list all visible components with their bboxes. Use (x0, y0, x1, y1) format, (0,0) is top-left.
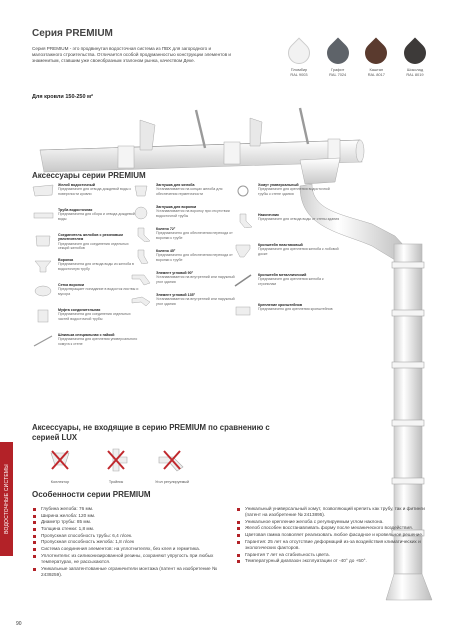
accessory-name: Элемент угловой 135° (156, 293, 196, 297)
accessory-desc: Устанавливается на внутренний или наружный угол здания (156, 297, 235, 306)
feature-item: Толщина стенки: 1,8 мм. (32, 526, 222, 532)
accessory-desc: Устанавливается на воронку при отсутствии водосточной трубы (156, 209, 230, 218)
accessory-desc: Предназначен для крепления водосточной трубы к стене здания (258, 187, 330, 196)
accessory-desc: Устанавливается на внутренний или наружный угол здания (156, 275, 235, 284)
accessory-item (232, 243, 340, 269)
features-list-right (236, 506, 430, 565)
accessory-item (130, 249, 238, 267)
accessory-name: Шпилька специальная с гайкой (58, 333, 115, 337)
gutter-icon (32, 183, 54, 198)
color-code: RAL 8019 (406, 71, 424, 77)
color-swatch-graphite (321, 42, 355, 77)
accessory-name: Воронка (58, 258, 74, 262)
feature-item: Желоб способен восстанавливать форму после механического воздействия. (236, 525, 430, 531)
accessory-desc: Предназначен для отвода воды от стены здания (258, 217, 340, 222)
color-name: Шоколад (406, 67, 424, 72)
feature-item: Система соединения элементов: на уплотнителях, без клея и герметика. (32, 546, 222, 552)
accessory-name: Соединитель желобов с резиновым уплотнителем (58, 233, 123, 242)
accessory-item (32, 283, 140, 304)
accessory-desc: Предназначено для обеспечения перехода от воронки к трубе (156, 231, 233, 240)
accessory-name: Наконечник (258, 213, 279, 217)
color-swatch-plombir (282, 42, 316, 77)
not-included-label: Коллектор (50, 480, 70, 484)
accessory-item (130, 293, 238, 311)
accessory-name: Сетка воронки (58, 283, 85, 287)
accessory-name: Муфта соединительная (58, 308, 101, 312)
accessory-item (32, 208, 140, 229)
accessory-name: Заглушка для воронки (156, 205, 197, 209)
accessory-name: Колено 72° (156, 227, 176, 231)
elbow-72-icon (130, 227, 152, 242)
feature-item: Гарантия: 25 лет на отсутствие деформаций из-за воздействия климатических и экологических факторов. (236, 539, 430, 551)
feature-item: Температурный диапазон эксплуатации от -40° до +50°. (236, 558, 430, 564)
not-included-label: Тройник (108, 480, 124, 484)
bracket-metal-icon (232, 273, 254, 288)
pin-icon (32, 333, 54, 348)
accessory-desc: Предотвращает попадание в водосток листвы и мусора (58, 287, 139, 296)
bracket-plastic-icon (232, 243, 254, 258)
accessory-item (232, 213, 340, 239)
accessory-name: Элемент угловой 90° (156, 271, 194, 275)
accessory-name: Кронштейн металлический (258, 273, 307, 277)
accessory-desc: Предназначена для крепления универсального хомута к стене (58, 337, 138, 346)
accessory-item (32, 308, 140, 329)
feature-item: Пропускная способность трубы: 6,4 л/сек. (32, 533, 222, 539)
feature-item: Уникальный универсальный хомут, позволяющий крепить как трубу, так и фитинги (патент на изобретение № 2413895). (236, 506, 430, 518)
color-swatches (282, 42, 432, 77)
color-name: Пломбир (290, 67, 308, 72)
tee-icon (101, 447, 131, 473)
accessory-name: Желоб водосточный (58, 183, 95, 187)
intro-paragraph: Серия PREMIUM - это продвинутая водосточная система из ПВХ для загородного и малоэтажного строительства. Отличается особой продуманностью конструкции элементов и знаменитым, ставшим уже своеобразным эталоном рынка, качеством Деке. (32, 46, 231, 64)
collector-icon (45, 447, 75, 473)
accessory-desc: Предназначен для отвода дождевой воды с поверхности кровли (58, 187, 132, 196)
accessory-item (32, 258, 140, 279)
accessory-item (130, 183, 238, 201)
accessory-item (232, 273, 340, 299)
roof-area: Для кровли 150-250 м² (32, 94, 93, 100)
accessory-desc: Предназначено для обеспечения перехода от воронки к трубе (156, 253, 233, 262)
accessory-item (232, 183, 340, 209)
feature-item: Уникальное крепление желоба с регулируемым углом наклона. (236, 519, 430, 525)
features-title: Особенности серии PREMIUM (32, 490, 151, 499)
accessory-desc: Предназначено для крепления кронштейнов (258, 307, 333, 312)
not-included-title: Аксессуары, не входящие в серию PREMIUM по сравнению с серией LUX (32, 423, 270, 442)
feature-item: Уплотнители: из силиконизированной резины, сохраняют упругость при любых температурах, не рассыхаются. (32, 553, 222, 565)
accessory-item (130, 271, 238, 289)
accessory-item (32, 333, 140, 354)
accessory-desc: Предназначена для соединения отдельных частей водосточной трубы (58, 312, 131, 321)
color-code: RAL 7024 (329, 71, 347, 77)
not-included-label: Угол регулируемый (154, 480, 190, 484)
accessory-desc: Предназначена для отвода воды из желоба в водосточную трубу (58, 262, 134, 271)
accessories-column-1 (32, 183, 140, 358)
coupling-icon (32, 308, 54, 323)
section-sidebar (0, 442, 13, 556)
series-title: Серия PREMIUM (32, 28, 113, 39)
accessory-name: Крепление кронштейнов (258, 303, 303, 307)
pipe-icon (32, 208, 54, 223)
accessory-name: Колено 45° (156, 249, 176, 253)
feature-item: Ширина желоба: 120 мм. (32, 513, 222, 519)
clamp-icon (232, 183, 254, 198)
feature-item: Диаметр трубы: 85 мм. (32, 519, 222, 525)
adjustable-corner-icon (157, 447, 187, 473)
color-swatch-chestnut (359, 42, 393, 77)
color-code: RAL 8017 (367, 71, 385, 77)
accessory-desc: Устанавливается на концах желоба для обеспечения герметичности (156, 187, 223, 196)
not-included-item (32, 447, 88, 484)
page-number: 90 (16, 621, 22, 627)
color-drop-icon (361, 37, 392, 68)
feature-item: Глубина желоба: 76 мм. (32, 506, 222, 512)
gutter-cap-icon (130, 183, 152, 198)
accessory-desc: Предназначен для соединения отдельных секций желобов (58, 241, 129, 250)
accessory-desc: Предназначена для сбора и отвода дождевой воды (58, 212, 135, 221)
accessory-desc: Предназначен для крепления желоба к лобовой доске (258, 247, 339, 256)
color-drop-icon (283, 37, 314, 68)
feature-item: Цветовая гамма позволяет реализовать любое фасадное и кровельное решение. (236, 532, 430, 538)
feature-item: Уникальные запатентованные ограничители монтажа (патент на изобретение № 2439259). (32, 566, 222, 578)
color-code: RAL 9003 (290, 71, 308, 77)
mount-icon (232, 303, 254, 318)
connector-icon (32, 233, 54, 248)
accessory-name: Труба водосточная (58, 208, 93, 212)
accessory-item (32, 183, 140, 204)
not-included-item (144, 447, 200, 484)
color-swatch-chocolate (398, 42, 432, 77)
corner-90-icon (130, 271, 152, 286)
accessory-item (232, 303, 340, 329)
accessory-item (32, 233, 140, 254)
accessories-column-3 (232, 183, 340, 333)
accessory-item (130, 227, 238, 245)
feature-item: Гарантия 7 лет на стабильность цвета. (236, 552, 430, 558)
corner-135-icon (130, 293, 152, 308)
accessory-item (130, 205, 238, 223)
features-list-left (32, 506, 222, 578)
accessories-title: Аксессуары серии PREMIUM (32, 171, 146, 180)
elbow-45-icon (130, 249, 152, 264)
sidebar-label: ВОДОСТОЧНЫЕ СИСТЕМЫ (3, 464, 10, 534)
mesh-icon (32, 283, 54, 298)
not-included-items (32, 447, 200, 484)
color-name: Каштан (369, 67, 384, 72)
accessory-name: Хомут универсальный (258, 183, 299, 187)
color-name: Графит (330, 67, 345, 72)
color-drop-icon (399, 37, 430, 68)
outlet-icon (232, 213, 254, 228)
feature-item: Пропускная способность желоба: 1,8 л/сек (32, 539, 222, 545)
not-included-item (88, 447, 144, 484)
accessory-desc: Предназначен для крепления желоба к стропилам (258, 277, 324, 286)
accessory-name: Заглушка для желоба (156, 183, 195, 187)
accessory-name: Кронштейн пластиковый (258, 243, 303, 247)
funnel-icon (32, 258, 54, 273)
funnel-cap-icon (130, 205, 152, 220)
accessories-column-2 (130, 183, 238, 315)
color-drop-icon (322, 37, 353, 68)
